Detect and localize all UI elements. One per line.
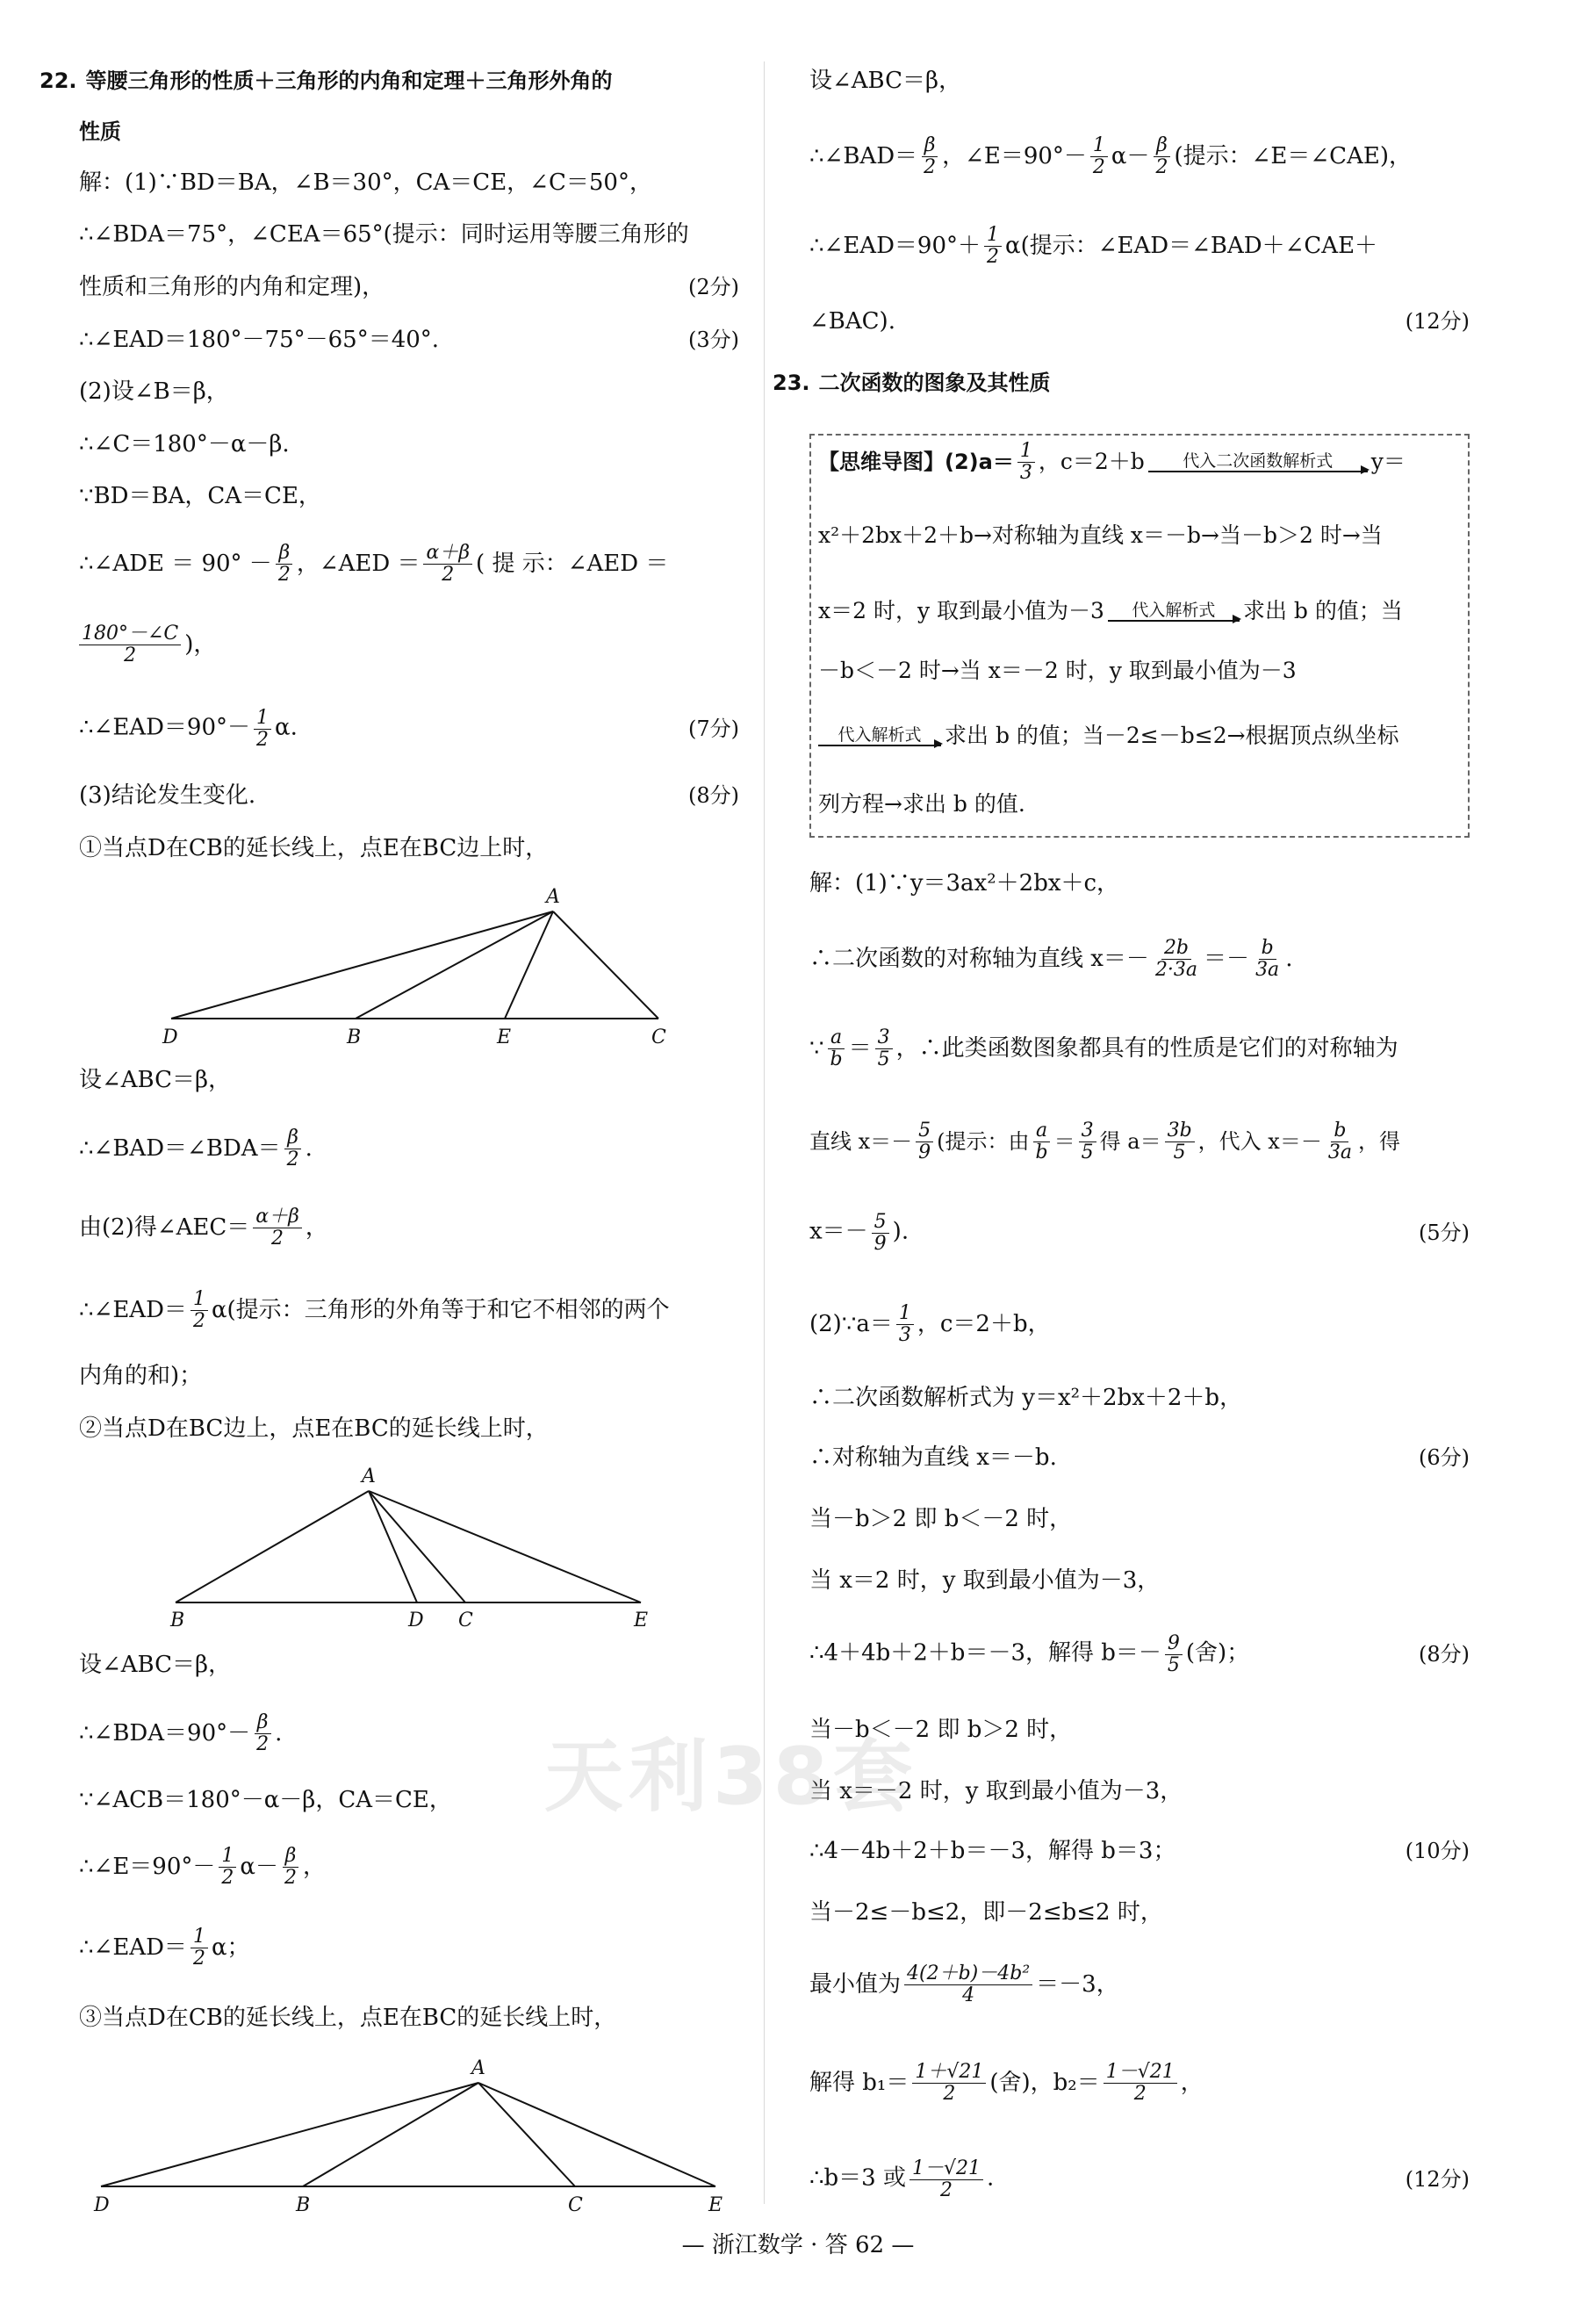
fraction: $\frac{3}{5}$ <box>875 1027 893 1069</box>
solution-line <box>79 1288 739 1332</box>
solution-line: ∴二次函数解析式为 y＝x²＋2bx＋2＋b， <box>809 1385 1243 1411</box>
solution-line: 解：(1)∵y＝3ax²＋2bx＋c， <box>809 870 1120 897</box>
triangle-figure-3 <box>79 2046 746 2222</box>
line-text: ，∠AED ＝ <box>296 551 421 577</box>
watermark-logo: 天利38套 <box>544 1731 918 1823</box>
q22-title: 等腰三角形的性质＋三角形的内角和定理＋三角形外角的 <box>85 68 613 93</box>
solution-line <box>809 1026 1470 1070</box>
line-text: 得 a＝ <box>1099 1129 1161 1154</box>
point-label: C <box>651 1026 666 1048</box>
solution-line <box>79 320 739 359</box>
line-text: ，∴此类函数图象都具有的性质是它们的对称轴为 <box>895 1035 1398 1062</box>
line-text: ＝－3， <box>1036 1971 1119 1998</box>
line-text: ， <box>305 1214 328 1241</box>
fraction: $\frac{1}{3}$ <box>896 1303 914 1344</box>
solution-line <box>79 776 739 815</box>
q23-title: 二次函数的图象及其性质 <box>818 371 1051 395</box>
fraction: $\frac{\beta}{2}$ <box>1153 135 1170 176</box>
solution-line <box>79 542 739 586</box>
line-text: x＝－ $\frac{5}{9}$ ). <box>809 1211 909 1255</box>
point-label: A <box>471 2057 485 2079</box>
line-text: (3)结论发生变化. <box>79 782 256 809</box>
point-label: A <box>362 1466 376 1487</box>
solution-line <box>809 937 1470 981</box>
line-text: ∴b＝3 或 $\frac{1-√21}{2}$ . <box>809 2157 995 2201</box>
score: (5分) <box>1419 1221 1470 1245</box>
line-text: 【思维导图】(2)a＝ <box>818 450 1014 474</box>
line-text: 直线 x＝－ <box>809 1129 913 1154</box>
line-text: 解得 b₁＝ <box>809 2070 909 2096</box>
line-text: ∴∠EAD＝90°＋ <box>809 233 981 259</box>
line-text: ∴∠EAD＝180°－75°－65°＝40°. <box>79 327 440 353</box>
solution-line <box>79 1845 739 1889</box>
line-text: 由(2)得∠AEC＝ <box>79 1214 250 1241</box>
solution-line: 设∠ABC＝β， <box>809 68 962 94</box>
q23-number: 23. <box>773 371 810 395</box>
fraction: $\frac{\beta}{2}$ <box>284 1127 302 1169</box>
solution-line: ∵∠ACB＝180°－α－β，CA＝CE， <box>79 1787 452 1813</box>
fraction: $\frac{5}{9}$ <box>916 1120 933 1162</box>
score: (12分) <box>1405 309 1470 334</box>
solution-line <box>809 2157 1470 2201</box>
line-text: ， <box>1180 2070 1204 2096</box>
fraction: $\frac{2b}{2\cdot 3a}$ <box>1154 937 1198 981</box>
fraction: $\frac{1}{2}$ <box>219 1846 236 1887</box>
point-label: D <box>94 2194 110 2216</box>
solution-line <box>79 1129 739 1168</box>
triangle-figure-1 <box>79 876 694 1052</box>
solution-line <box>79 1206 739 1250</box>
fraction: $\frac{180^\circ-\angle C}{2}$ <box>79 623 181 665</box>
point-label: B <box>347 1026 362 1048</box>
line-text: ∴∠EAD＝ <box>79 1297 187 1323</box>
line-text: x＝2 时，y 取到最小值为－3 <box>818 598 1104 623</box>
q22-number: 22. <box>40 68 77 93</box>
solution-line <box>809 1438 1470 1477</box>
score: (2分) <box>688 275 739 299</box>
line-text: ∴二次函数的对称轴为直线 x＝－ <box>809 946 1149 972</box>
point-label: B <box>170 1610 185 1631</box>
line-text: 求出 b 的值；当 <box>1242 598 1403 623</box>
mindmap-line: 列方程→求出 b 的值. <box>818 791 1025 817</box>
line-text: α－ <box>1111 143 1150 169</box>
point-label: C <box>458 1610 473 1631</box>
line-text: ∴∠BAD＝ <box>809 143 918 169</box>
point-label: D <box>162 1026 178 1048</box>
solution-line <box>809 1965 1470 2004</box>
fraction: $\frac{1}{2}$ <box>191 1926 208 1968</box>
triangle-figure-2 <box>79 1458 694 1633</box>
solution-line: 当 x＝－2 时，y 取到最小值为－3， <box>809 1778 1183 1804</box>
line-text: ∴∠E＝90°－ <box>79 1854 216 1880</box>
fraction: $\frac{\beta}{2}$ <box>276 543 293 584</box>
point-label: E <box>497 1026 512 1048</box>
solution-line: ①当点D在CB的延长线上，点E在BC边上时， <box>79 835 549 861</box>
solution-line <box>79 1926 739 1970</box>
line-text: ∴∠ADE ＝ 90° － <box>79 551 272 577</box>
point-label: E <box>634 1610 649 1631</box>
line-text: α－ <box>240 1854 278 1880</box>
score: (8分) <box>1419 1642 1470 1667</box>
solution-line: 设∠ABC＝β， <box>79 1652 232 1678</box>
line-text: 性质和三角形的内角和定理)， <box>79 274 385 300</box>
line-text: α(提示：三角形的外角等于和它不相邻的两个 <box>211 1297 670 1323</box>
solution-line <box>809 224 1470 268</box>
solution-line: ∵BD＝BA，CA＝CE， <box>79 483 321 509</box>
solution-line <box>809 134 1470 178</box>
solution-line <box>809 302 1470 341</box>
line-text: ∴4－4b＋2＋b＝－3，解得 b＝3； <box>809 1838 1176 1864</box>
solution-line <box>809 1832 1470 1870</box>
arrow-with-label: 代入解析式 <box>1108 601 1240 622</box>
fraction: $\frac{b}{3a}$ <box>1327 1120 1352 1163</box>
fraction: $\frac{3}{5}$ <box>1079 1120 1096 1162</box>
line-text: ∴∠BAD＝∠BDA＝ <box>79 1135 281 1162</box>
line-text: 最小值为 <box>809 1971 902 1998</box>
mindmap-line <box>818 717 1461 755</box>
fraction: $\frac{5}{9}$ <box>872 1212 889 1253</box>
column-divider <box>764 61 765 2204</box>
fraction: $\frac{a}{b}$ <box>1033 1120 1051 1162</box>
line-text: (舍)，b₂＝ <box>989 2070 1100 2096</box>
line-text: (提示：∠E＝∠CAE)， <box>1174 143 1412 169</box>
point-label: B <box>296 2194 311 2216</box>
line-text: ＝－ <box>1204 946 1250 972</box>
mindmap-line: x²＋2bx＋2＋b→对称轴为直线 x＝－b→当－b＞2 时→当 <box>818 522 1383 548</box>
line-text: ，c＝2＋b <box>1038 449 1145 474</box>
q22-title-cont: 性质 <box>79 119 121 144</box>
point-label: D <box>408 1610 424 1631</box>
line-text: y＝ <box>1370 449 1405 474</box>
score: (10分) <box>1405 1839 1470 1863</box>
line-text: ，代入 x＝－ <box>1197 1129 1322 1154</box>
fraction: $\frac{1-√21}{2}$ <box>909 2158 983 2200</box>
fraction: $\frac{\alpha+\beta}{2}$ <box>253 1206 302 1248</box>
fraction: $\frac{b}{3a}$ <box>1255 937 1280 981</box>
solution-line <box>79 268 739 306</box>
solution-line: 当－b＜－2 即 b＞2 时， <box>809 1717 1073 1743</box>
score: (12分) <box>1405 2167 1470 2192</box>
solution-line: (2)设∠B＝β， <box>79 378 229 405</box>
fraction: $\frac{1-√21}{2}$ <box>1104 2062 1177 2103</box>
solution-line <box>809 1302 1470 1346</box>
line-text: ∴∠EAD＝90°－ $\frac{1}{2}$ α. <box>79 707 298 751</box>
line-text: ，得 <box>1357 1129 1400 1154</box>
score: (7分) <box>688 717 739 741</box>
fraction: $\frac{1+√21}{2}$ <box>912 2062 986 2103</box>
solution-line <box>809 1632 1470 1676</box>
fraction: $\frac{\text{4(2＋b)－4b²}}{4}$ <box>904 1963 1032 2005</box>
mindmap-line <box>818 592 1461 630</box>
line-text: ∴4＋4b＋2＋b＝－3，解得 b＝－ $\frac{9}{5}$ (舍)； <box>809 1632 1250 1676</box>
line-text: . <box>275 1720 283 1746</box>
fraction: $\frac{\beta}{2}$ <box>282 1846 299 1887</box>
arrow-with-label: 代入解析式 <box>818 725 941 746</box>
line-text: ，∠E＝90°－ <box>942 143 1087 169</box>
line-text: ( 提 示：∠AED ＝ <box>476 551 669 577</box>
line-text: ＝ <box>848 1035 872 1062</box>
line-text: ，c＝2＋b， <box>917 1311 1051 1337</box>
solution-line: 内角的和)； <box>79 1363 203 1389</box>
solution-line <box>809 2061 1470 2105</box>
fraction: $\frac{a}{b}$ <box>828 1027 845 1069</box>
arrow-with-label: 代入二次函数解析式 <box>1148 451 1368 472</box>
fraction: $\frac{9}{5}$ <box>1165 1633 1183 1674</box>
solution-line: ∴∠BDA＝75°，∠CEA＝65°(提示：同时运用等腰三角形的 <box>79 221 689 248</box>
line-text: . <box>305 1135 313 1162</box>
q22-heading <box>40 61 739 100</box>
mind-map-box <box>809 434 1470 838</box>
fraction: $\frac{1}{2}$ <box>254 708 271 749</box>
line-text: )， <box>184 631 217 658</box>
solution-line: ②当点D在BC边上，点E在BC的延长线上时， <box>79 1415 549 1442</box>
solution-line: 当－b＞2 即 b＜－2 时， <box>809 1506 1073 1532</box>
score: (6分) <box>1419 1445 1470 1470</box>
mindmap-line <box>818 440 1461 484</box>
fraction: $\frac{\beta}{2}$ <box>921 135 938 176</box>
solution-line <box>809 1122 1470 1161</box>
mindmap-line: －b＜－2 时→当 x＝－2 时，y 取到最小值为－3 <box>818 658 1297 683</box>
solution-line <box>809 1211 1470 1255</box>
point-label: C <box>568 2194 583 2216</box>
score: (3分) <box>688 328 739 352</box>
q23-heading <box>773 364 1470 402</box>
line-text: (提示：由 <box>937 1129 1030 1154</box>
solution-line <box>79 625 739 664</box>
solution-line <box>79 707 739 751</box>
line-text: ∠BAC). <box>809 308 895 335</box>
fraction: $\frac{\alpha+\beta}{2}$ <box>423 543 472 584</box>
line-text: ∴∠EAD＝ <box>79 1934 187 1961</box>
line-text: α； <box>211 1934 250 1961</box>
line-text: . <box>1285 946 1293 972</box>
fraction: $\frac{3b}{5}$ <box>1165 1120 1195 1162</box>
solution-line: 解：(1)∵BD＝BA，∠B＝30°，CA＝CE，∠C＝50°， <box>79 169 652 196</box>
line-text: (2)∵a＝ <box>809 1311 893 1337</box>
solution-line: ③当点D在CB的延长线上，点E在BC的延长线上时， <box>79 2005 617 2031</box>
point-label: A <box>546 886 560 908</box>
score: (8分) <box>688 783 739 808</box>
line-text: α(提示：∠EAD＝∠BAD＋∠CAE＋ <box>1005 233 1378 259</box>
line-text: ， <box>302 1854 326 1880</box>
solution-line: 当－2≤－b≤2，即－2≤b≤2 时， <box>809 1899 1163 1926</box>
line-text: 求出 b 的值；当－2≤－b≤2→根据顶点纵坐标 <box>945 723 1399 748</box>
point-label: E <box>708 2194 723 2216</box>
solution-line: ∴∠C＝180°－α－β. <box>79 431 290 457</box>
page-footer: — 浙江数学 · 答 62 — <box>681 2232 915 2258</box>
fraction: $\frac{1}{2}$ <box>984 225 1002 266</box>
fraction: $\frac{1}{3}$ <box>1017 441 1035 482</box>
line-text: ∵ <box>809 1035 824 1062</box>
fraction: $\frac{1}{2}$ <box>191 1289 208 1330</box>
solution-line: 设∠ABC＝β， <box>79 1067 232 1093</box>
line-text: ∴∠BDA＝90°－ <box>79 1720 251 1746</box>
line-text: ＝ <box>1053 1129 1075 1154</box>
fraction: $\frac{1}{2}$ <box>1090 135 1108 176</box>
line-text: ∴对称轴为直线 x＝－b. <box>809 1444 1057 1471</box>
fraction: $\frac{\beta}{2}$ <box>254 1712 271 1754</box>
solution-line: 当 x＝2 时，y 取到最小值为－3， <box>809 1567 1161 1594</box>
